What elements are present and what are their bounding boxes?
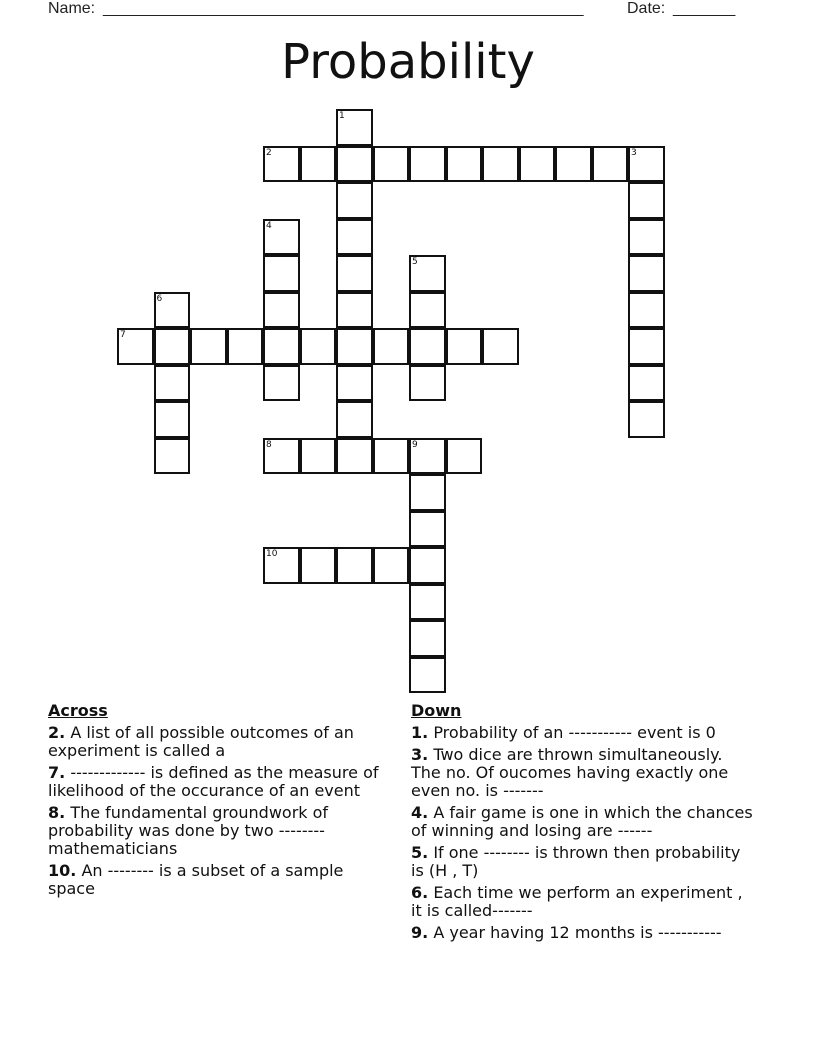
grid-cell[interactable] <box>482 328 519 365</box>
date-field[interactable]: _______ <box>673 0 736 17</box>
grid-cell[interactable] <box>409 547 446 584</box>
grid-cell[interactable] <box>409 657 446 694</box>
across-clues <box>48 702 393 902</box>
grid-cell[interactable] <box>592 146 629 183</box>
name-field[interactable]: ______________________________________________________ <box>103 0 584 17</box>
grid-cell[interactable] <box>190 328 227 365</box>
grid-cell[interactable] <box>336 438 373 475</box>
cell-number: 7 <box>120 330 126 340</box>
grid-cell[interactable] <box>446 328 483 365</box>
grid-cell[interactable] <box>373 328 410 365</box>
clue-down-3: 3. Two dice are thrown simultaneously. The no. Of oucomes having exactly one even no. is ------- <box>411 745 729 800</box>
cell-number: 4 <box>266 220 272 231</box>
grid-cell[interactable] <box>628 219 665 256</box>
grid-cell[interactable] <box>409 292 446 329</box>
date-label: Date: <box>627 0 666 17</box>
cell-number: 6 <box>156 293 163 304</box>
grid-cell[interactable] <box>446 438 483 475</box>
grid-cell[interactable] <box>482 146 519 183</box>
grid-cell[interactable] <box>628 328 665 365</box>
grid-cell[interactable] <box>336 292 373 329</box>
grid-cell[interactable] <box>409 365 446 402</box>
cell-number: 3 <box>631 147 637 158</box>
cell-number: 9 <box>412 439 418 450</box>
grid-cell[interactable] <box>263 365 300 402</box>
grid-cell[interactable] <box>154 401 191 438</box>
grid-cell[interactable] <box>300 438 337 475</box>
grid-cell[interactable] <box>263 438 300 475</box>
grid-cell[interactable] <box>154 365 191 402</box>
grid-cell[interactable] <box>263 328 300 365</box>
grid-cell[interactable] <box>555 146 592 183</box>
grid-cell[interactable] <box>373 146 410 183</box>
grid-cell[interactable] <box>409 620 446 657</box>
clue-across-10: 10. An -------- is a subset of a sample space <box>48 861 344 898</box>
grid-cell[interactable] <box>263 255 300 292</box>
grid-cell[interactable] <box>336 109 373 146</box>
grid-cell[interactable] <box>628 292 665 329</box>
grid-cell[interactable] <box>263 292 300 329</box>
grid-cell[interactable] <box>409 328 446 365</box>
grid-cell[interactable] <box>628 182 665 219</box>
grid-cell[interactable] <box>336 182 373 219</box>
clue-down-9: 9. A year having 12 months is ----------- <box>411 923 722 942</box>
grid-cell[interactable] <box>300 328 337 365</box>
clue-across-8: 8. The fundamental groundwork of probability was done by two -------- mathematicians <box>48 803 329 858</box>
grid-cell[interactable] <box>628 146 665 183</box>
grid-cell[interactable] <box>628 255 665 292</box>
clue-down-5: 5. If one -------- is thrown then probability is (H , T) <box>411 843 741 880</box>
grid-cell[interactable] <box>628 365 665 402</box>
grid-cell[interactable] <box>300 547 337 584</box>
grid-cell[interactable] <box>446 146 483 183</box>
clue-across-2: 2. A list of all possible outcomes of an experiment is called a <box>48 723 354 760</box>
grid-cell[interactable] <box>300 146 337 183</box>
grid-cell[interactable] <box>154 292 191 329</box>
down-clues <box>411 702 756 946</box>
cell-number: 2 <box>266 147 272 158</box>
grid-cell[interactable] <box>336 547 373 584</box>
grid-cell[interactable] <box>409 511 446 548</box>
clue-across-7: 7. ------------- is defined as the measure of likelihood of the occurance of an event <box>48 763 379 800</box>
clue-down-1: 1. Probability of an ----------- event is 0 <box>411 723 716 742</box>
grid-cell[interactable] <box>336 219 373 256</box>
grid-cell[interactable] <box>336 255 373 292</box>
page-title: Probability <box>281 34 535 90</box>
grid-cell[interactable] <box>336 328 373 365</box>
name-label: Name: <box>48 0 96 17</box>
grid-cell[interactable] <box>263 146 300 183</box>
grid-cell[interactable] <box>409 146 446 183</box>
grid-cell[interactable] <box>117 328 154 365</box>
across-heading: Across <box>48 701 108 720</box>
cell-number: 8 <box>266 439 272 450</box>
cell-number: 1 <box>339 111 345 121</box>
grid-cell[interactable] <box>263 547 300 584</box>
grid-cell[interactable] <box>409 474 446 511</box>
grid-cell[interactable] <box>409 255 446 292</box>
cell-number: 10 <box>266 549 278 559</box>
cell-number: 5 <box>412 257 418 267</box>
grid-cell[interactable] <box>409 584 446 621</box>
grid-cell[interactable] <box>519 146 556 183</box>
grid-cell[interactable] <box>154 438 191 475</box>
clue-down-6: 6. Each time we perform an experiment , it is called------- <box>411 883 743 920</box>
grid-cell[interactable] <box>336 146 373 183</box>
grid-cell[interactable] <box>336 401 373 438</box>
grid-cell[interactable] <box>628 401 665 438</box>
grid-cell[interactable] <box>409 438 446 475</box>
grid-cell[interactable] <box>373 547 410 584</box>
down-heading: Down <box>411 701 462 720</box>
grid-cell[interactable] <box>154 328 191 365</box>
grid-cell[interactable] <box>227 328 264 365</box>
grid-cell[interactable] <box>336 365 373 402</box>
clue-down-4: 4. A fair game is one in which the chances of winning and losing are ------ <box>411 803 753 840</box>
grid-cell[interactable] <box>263 219 300 256</box>
grid-cell[interactable] <box>373 438 410 475</box>
